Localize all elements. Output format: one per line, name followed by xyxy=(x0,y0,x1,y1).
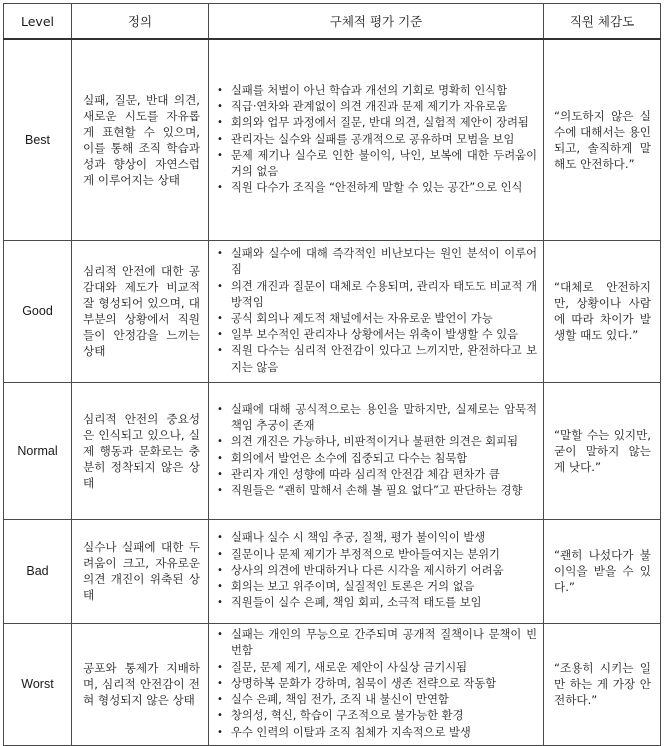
definition-cell: 실패, 질문, 반대 의견, 새로운 시도를 자유롭게 표현할 수 있으며, 이를 통해 조직 학습과 성과 향상이 자연스럽게 이루어지는 상태 xyxy=(72,39,209,240)
bullet-icon: • xyxy=(217,133,223,145)
criteria-cell xyxy=(209,240,544,382)
list-item: • 질문, 문제 제기, 새로운 제안이 사실상 금기시됨 xyxy=(213,660,537,676)
perception-cell: “말할 수는 있지만, 굳이 말하지 않는 게 낫다.” xyxy=(544,382,661,519)
bullet-icon: • xyxy=(217,452,223,464)
header-definition: 정의 xyxy=(72,4,209,40)
bullet-icon: • xyxy=(217,403,223,415)
list-item: • 회의에서 발언은 소수에 집중되고 다수는 침묵함 xyxy=(213,451,537,467)
level-cell: Bad xyxy=(4,519,72,623)
table-row xyxy=(4,623,661,745)
level-cell: Best xyxy=(4,39,72,240)
bullet-icon: • xyxy=(217,661,223,673)
bullet-icon: • xyxy=(217,182,223,194)
list-item: • 일부 보수적인 관리자나 상황에서는 위축이 발생할 수 있음 xyxy=(213,327,537,343)
table-row xyxy=(4,382,661,519)
bullet-icon: • xyxy=(217,149,223,161)
bullet-icon: • xyxy=(217,436,223,448)
bullet-icon: • xyxy=(217,710,223,722)
psych-safety-rubric-table xyxy=(3,3,661,746)
bullet-icon: • xyxy=(217,677,223,689)
bullet-icon: • xyxy=(217,468,223,480)
criteria-list xyxy=(213,246,537,376)
list-item: • 관리자 개인 성향에 따라 심리적 안전감 체감 편차가 큼 xyxy=(213,467,537,483)
bullet-icon: • xyxy=(217,345,223,357)
header-perception: 직원 체감도 xyxy=(544,4,661,40)
list-item: • 상명하복 문화가 강하며, 침묵이 생존 전략으로 작동함 xyxy=(213,676,537,692)
list-item: • 실패나 실수 시 책임 추궁, 질책, 평가 불이익이 발생 xyxy=(213,530,537,546)
list-item: • 실패는 개인의 무능으로 간주되며 공개적 질책이나 문책이 빈번함 xyxy=(217,628,537,658)
criteria-list xyxy=(213,530,537,611)
list-item: • 관리자는 실수와 실패를 공개적으로 공유하며 모범을 보임 xyxy=(213,132,537,148)
bullet-icon: • xyxy=(217,329,223,341)
list-item: • 문제 제기나 실수로 인한 불이익, 낙인, 보복에 대한 두려움이 거의 없음 xyxy=(217,148,537,179)
bullet-icon: • xyxy=(217,484,223,496)
table-row xyxy=(4,240,661,382)
bullet-icon: • xyxy=(217,532,223,544)
criteria-cell xyxy=(209,382,544,519)
list-item: • 직원들은 “괜히 말해서 손해 볼 필요 없다”고 판단하는 경향 xyxy=(213,483,537,499)
list-item: • 의견 개진과 질문이 대체로 수용되며, 관리자 태도도 비교적 개방적임 xyxy=(217,279,537,309)
level-cell: Good xyxy=(4,240,72,382)
list-item: • 회의와 업무 과정에서 질문, 반대 의견, 실험적 제안이 장려됨 xyxy=(213,115,537,131)
bullet-icon: • xyxy=(217,280,223,292)
definition-cell: 심리적 안전에 대한 공감대와 제도가 비교적 잘 형성되어 있으며, 대부분의 상황에서 직원들이 안정감을 느끼는 상태 xyxy=(72,240,209,382)
bullet-icon: • xyxy=(217,313,223,324)
bullet-icon: • xyxy=(217,248,223,260)
list-item: • 상사의 의견에 반대하거나 다른 시각을 제시하기 어려움 xyxy=(213,563,537,579)
perception-cell: “대체로 안전하지만, 상황이나 사람에 따라 차이가 발생할 때도 있다.” xyxy=(544,240,661,382)
list-item: • 실패에 대해 공식적으로는 용인을 말하지만, 실제로는 암묵적 책임 추궁이 존재 xyxy=(217,402,537,433)
criteria-list xyxy=(213,402,537,499)
bullet-icon: • xyxy=(217,694,223,706)
bullet-icon: • xyxy=(217,101,223,113)
definition-cell: 공포와 통제가 지배하며, 심리적 안전감이 전혀 형성되지 않은 상태 xyxy=(72,623,209,745)
rubric-body xyxy=(4,39,661,745)
header-row xyxy=(4,4,661,40)
list-item: • 질문이나 문제 제기가 부정적으로 받아들여지는 분위기 xyxy=(213,547,537,563)
criteria-cell xyxy=(209,519,544,623)
level-cell: Normal xyxy=(4,382,72,519)
table-row xyxy=(4,39,661,240)
bullet-icon: • xyxy=(217,581,223,593)
list-item: • 직원들이 실수 은폐, 책임 회피, 소극적 태도를 보임 xyxy=(213,595,537,611)
level-cell: Worst xyxy=(4,623,72,745)
definition-cell: 실수나 실패에 대한 두려움이 크고, 자유로운 의견 개진이 위축된 상태 xyxy=(72,519,209,623)
list-item: • 실패와 실수에 대해 즉각적인 비난보다는 원인 분석이 이루어짐 xyxy=(217,247,537,277)
list-item: • 실패를 처벌이 아닌 학습과 개선의 기회로 명확히 인식함 xyxy=(213,83,537,99)
criteria-list xyxy=(213,627,537,740)
list-item: • 우수 인력의 이탈과 조직 침체가 지속적으로 발생 xyxy=(213,725,537,741)
list-item: • 창의성, 혁신, 학습이 구조적으로 불가능한 환경 xyxy=(213,708,537,724)
bullet-icon: • xyxy=(217,597,223,609)
header-level: Level xyxy=(4,4,72,40)
bullet-icon: • xyxy=(217,564,223,576)
table-row xyxy=(4,519,661,623)
list-item: • 직원 다수는 심리적 안전감이 있다고 느끼지만, 완전하다고 보지는 않음 xyxy=(217,344,537,374)
bullet-icon: • xyxy=(217,726,223,738)
bullet-icon: • xyxy=(217,629,223,641)
list-item: • 실수 은폐, 책임 전가, 조직 내 불신이 만연함 xyxy=(213,692,537,708)
list-item: • 의견 개진은 가능하나, 비판적이거나 불편한 의견은 회피됨 xyxy=(213,434,537,450)
definition-cell: 심리적 안전의 중요성은 인식되고 있으나, 실제 행동과 문화로는 충분히 정착되지 않은 상태 xyxy=(72,382,209,519)
list-item: • 직원 다수가 조직을 “안전하게 말할 수 있는 공간”으로 인식 xyxy=(213,180,537,196)
bullet-icon: • xyxy=(217,117,223,129)
header-criteria: 구체적 평가 기준 xyxy=(209,4,544,40)
list-item: • 직급·연차와 관계없이 의견 개진과 문제 제기가 자유로움 xyxy=(213,99,537,115)
list-item: • 공식 회의나 제도적 채널에서는 자유로운 발언이 가능 xyxy=(213,311,537,327)
criteria-cell xyxy=(209,623,544,745)
perception-cell: “의도하지 않은 실수에 대해서는 용인되고, 솔직하게 말해도 안전하다.” xyxy=(544,39,661,240)
list-item: • 회의는 보고 위주이며, 실질적인 토론은 거의 없음 xyxy=(213,579,537,595)
perception-cell: “조용히 시키는 일만 하는 게 가장 안전하다.” xyxy=(544,623,661,745)
bullet-icon: • xyxy=(217,548,223,560)
criteria-cell xyxy=(209,39,544,240)
perception-cell: “괜히 나섰다가 불이익을 받을 수 있다.” xyxy=(544,519,661,623)
criteria-list xyxy=(213,83,537,196)
bullet-icon: • xyxy=(217,85,223,97)
